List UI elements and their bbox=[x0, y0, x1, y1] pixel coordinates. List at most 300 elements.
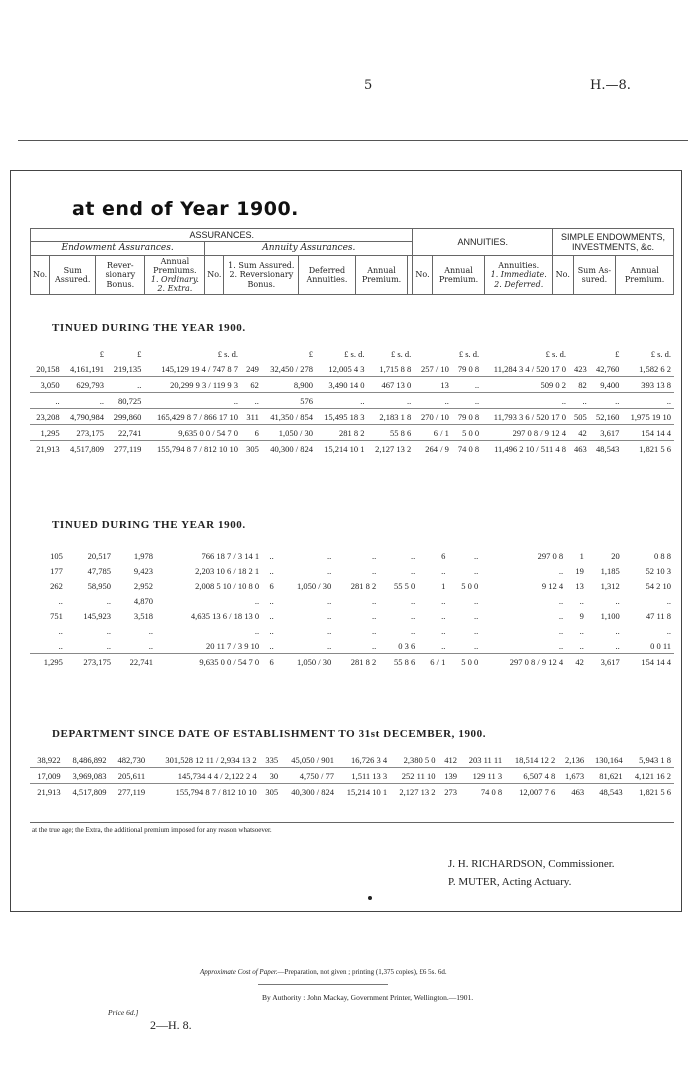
table-cell: 3,617 bbox=[587, 654, 623, 670]
table-cell: 311 bbox=[241, 409, 262, 425]
table-cell: 42,760 bbox=[596, 363, 620, 374]
table-cell: 17,009 bbox=[30, 768, 64, 784]
table-cell: 4,161,191 bbox=[70, 363, 105, 374]
table-cell: 4,790,984 bbox=[63, 409, 107, 425]
table-cell: 270 / 10 bbox=[414, 409, 452, 425]
table-cell: .. bbox=[327, 610, 332, 621]
table-cell: .. bbox=[622, 393, 674, 409]
table-cell: 80,725 bbox=[107, 393, 144, 409]
table-cell: 2,380 5 0 bbox=[403, 754, 436, 765]
table-cell: 62 bbox=[241, 377, 262, 393]
table-cell: 154 14 4 bbox=[623, 654, 674, 670]
table-cell: .. bbox=[63, 393, 107, 409]
table-cell: 9 12 4 bbox=[541, 580, 564, 591]
price-label: Price 6d.] bbox=[108, 1008, 139, 1017]
table-cell: 766 18 7 / 3 14 1 bbox=[201, 550, 260, 561]
table-cell: 2,127 13 2 bbox=[390, 784, 438, 800]
table-cell: 2,136 bbox=[564, 754, 585, 765]
endowment-assurances-header: Endowment Assurances. bbox=[31, 242, 205, 255]
annuities-sub-label: Annuities. bbox=[498, 261, 540, 271]
currency-row bbox=[30, 346, 674, 361]
section-heading-3: DEPARTMENT SINCE DATE OF ESTABLISHMENT TO 31st DECEMBER, 1900. bbox=[52, 728, 487, 740]
table-cell: 3,050 bbox=[30, 377, 63, 393]
table-cell: .. bbox=[269, 640, 274, 651]
table-cell: 1,511 13 3 bbox=[337, 768, 390, 784]
table-row bbox=[30, 593, 674, 608]
table-cell: .. bbox=[441, 610, 446, 621]
table-cell: .. bbox=[327, 595, 332, 606]
table-cell: .. bbox=[410, 625, 416, 636]
table-cell: 32,450 / 278 bbox=[270, 363, 313, 374]
currency-cell: £ s. d. bbox=[545, 348, 566, 359]
table-cell: .. bbox=[372, 640, 377, 651]
table-cell: 47 11 8 bbox=[645, 610, 671, 621]
table-cell: 23,208 bbox=[30, 409, 63, 425]
table-cell: 19 bbox=[575, 565, 584, 576]
table-cell: .. bbox=[107, 377, 144, 393]
table-cell: 15,214 10 1 bbox=[337, 784, 390, 800]
table-cell: .. bbox=[30, 393, 63, 409]
table-cell: .. bbox=[269, 565, 274, 576]
table-cell: 412 bbox=[444, 754, 457, 765]
table-cell: .. bbox=[441, 625, 446, 636]
table-cell: 281 8 2 bbox=[334, 654, 379, 670]
table-row bbox=[30, 425, 674, 441]
table-cell: 3,490 14 0 bbox=[316, 377, 368, 393]
table-cell: 130,164 bbox=[594, 754, 623, 765]
table-cell: 155,794 8 7 / 812 10 10 bbox=[148, 784, 260, 800]
table-row bbox=[30, 623, 674, 638]
table-cell: 11,793 3 6 / 520 17 0 bbox=[482, 409, 569, 425]
table-cell: 1,100 bbox=[600, 610, 620, 621]
table-cell: 4,635 13 6 / 18 13 0 bbox=[190, 610, 260, 621]
currency-cell: £ s. d. bbox=[390, 348, 412, 359]
table-cell: 48,543 bbox=[587, 784, 626, 800]
table-cell: 1,050 / 30 bbox=[277, 654, 335, 670]
table-cell: 21,913 bbox=[30, 441, 63, 457]
table-cell: 22,741 bbox=[114, 654, 156, 670]
table-cell: 277,119 bbox=[107, 441, 144, 457]
table-cell: 629,793 bbox=[63, 377, 107, 393]
table-cell: .. bbox=[558, 565, 564, 576]
table-cell: .. bbox=[558, 625, 564, 636]
table-cell: .. bbox=[579, 625, 584, 636]
table-cell: 482,730 bbox=[117, 754, 146, 765]
table-cell: 145,129 19 4 / 747 8 7 bbox=[161, 363, 239, 374]
table-cell: 12,005 4 3 bbox=[328, 363, 365, 374]
table-cell: .. bbox=[58, 595, 63, 606]
table-cell: 74 0 8 bbox=[452, 441, 482, 457]
page-title: at end of Year 1900. bbox=[72, 198, 299, 220]
table-cell: 9,400 bbox=[590, 377, 623, 393]
table-cell: .. bbox=[579, 640, 584, 651]
table-cell: 42 bbox=[566, 654, 587, 670]
table-cell: .. bbox=[254, 625, 260, 636]
immediate-deferred-label: 1. Immediate. 2. Deferred. bbox=[490, 270, 547, 289]
table-cell: 129 11 3 bbox=[460, 768, 505, 784]
table-cell: 297 0 8 / 9 12 4 bbox=[481, 654, 566, 670]
currency-cell: £ s. d. bbox=[650, 348, 671, 359]
table-cell: 9,635 0 0 / 54 7 0 bbox=[156, 654, 262, 670]
table-cell: .. bbox=[144, 393, 241, 409]
commissioner-signature: J. H. RICHARDSON, Commissioner. bbox=[448, 858, 615, 870]
table-cell: 30 bbox=[260, 768, 281, 784]
table-cell: 219,135 bbox=[113, 363, 142, 374]
table-cell: .. bbox=[148, 625, 153, 636]
col-no-2: No. bbox=[205, 255, 224, 295]
table-cell: 6,507 4 8 bbox=[505, 768, 558, 784]
col-no-4: No. bbox=[553, 255, 573, 295]
table-cell: 11,496 2 10 / 511 4 8 bbox=[482, 441, 569, 457]
cost-label: Approximate Cost of Paper. bbox=[200, 968, 278, 976]
table-cell: .. bbox=[441, 565, 446, 576]
page-number: 5 bbox=[364, 78, 373, 93]
table-cell: .. bbox=[410, 610, 416, 621]
table-cell: 5,943 1 8 bbox=[639, 754, 671, 765]
table-cell: 277,119 bbox=[110, 784, 149, 800]
table-row bbox=[30, 752, 674, 768]
actuary-signature: P. MUTER, Acting Actuary. bbox=[448, 876, 572, 888]
table-cell: 5 0 0 bbox=[461, 580, 479, 591]
table-cell: 1,050 / 30 bbox=[262, 425, 316, 441]
table-cell: .. bbox=[666, 625, 671, 636]
table-cell: 249 bbox=[246, 363, 259, 374]
table-cell: .. bbox=[558, 610, 564, 621]
table-cell: .. bbox=[372, 565, 377, 576]
table-cell: .. bbox=[106, 640, 111, 651]
col-annual-premiums bbox=[145, 255, 205, 295]
col-reversionary: Reversionary Bonus. bbox=[96, 255, 145, 295]
page-code: H.—8. bbox=[590, 78, 631, 93]
table-cell: 305 bbox=[260, 784, 281, 800]
table-cell: .. bbox=[372, 610, 377, 621]
table-cell: 297 0 8 / 9 12 4 bbox=[482, 425, 569, 441]
table-cell: 1 bbox=[441, 580, 446, 591]
table-cell: 20,299 9 3 / 119 9 3 bbox=[144, 377, 241, 393]
table-cell: 1,821 5 6 bbox=[626, 784, 674, 800]
table-cell: 74 0 8 bbox=[460, 784, 505, 800]
table-cell: .. bbox=[474, 610, 479, 621]
table-cell: .. bbox=[615, 595, 620, 606]
annuities-header: ANNUITIES. bbox=[413, 229, 553, 256]
table-section-1 bbox=[30, 346, 674, 456]
table-cell: 1,821 5 6 bbox=[622, 441, 674, 457]
table-cell: .. bbox=[615, 640, 620, 651]
table-cell: .. bbox=[452, 393, 482, 409]
table-cell: 5 0 0 bbox=[448, 654, 481, 670]
table-cell: .. bbox=[58, 625, 63, 636]
col-sum-assured: Sum Assured. bbox=[50, 255, 96, 295]
table-cell: 22,741 bbox=[107, 425, 144, 441]
table-cell: .. bbox=[327, 625, 332, 636]
currency-cell: £ s. d. bbox=[458, 348, 480, 359]
table-cell: 55 8 6 bbox=[379, 654, 418, 670]
table-cell: 20 bbox=[611, 550, 620, 561]
table-cell: 2,127 13 2 bbox=[367, 441, 414, 457]
table-row bbox=[30, 578, 674, 593]
table-cell: 13 bbox=[414, 377, 452, 393]
table-cell: .. bbox=[474, 640, 479, 651]
table-cell: 281 8 2 bbox=[350, 580, 377, 591]
annual-premiums-label: Annual Premiums. bbox=[153, 256, 197, 275]
table-cell: .. bbox=[474, 565, 479, 576]
footnote: at the true age; the Extra, the additional premium imposed for any reason whatsoever. bbox=[32, 826, 272, 834]
col-annual-premium: Annual Premium. bbox=[355, 255, 408, 295]
currency-cell: £ bbox=[308, 348, 313, 359]
table-cell: 13 bbox=[575, 580, 584, 591]
table-cell: 299,860 bbox=[107, 409, 144, 425]
table-cell: .. bbox=[579, 595, 584, 606]
table-row bbox=[30, 638, 674, 654]
ordinary-extra-label: 1. Ordinary. 2. Extra. bbox=[150, 275, 199, 294]
table-cell: 1,978 bbox=[133, 550, 153, 561]
table-cell: 9,635 0 0 / 54 7 0 bbox=[144, 425, 241, 441]
table-cell: 423 bbox=[574, 363, 587, 374]
table-cell: 257 / 10 bbox=[421, 363, 449, 374]
currency-cell bbox=[30, 346, 63, 361]
table-cell: 1 bbox=[579, 550, 584, 561]
table-cell: .. bbox=[474, 595, 479, 606]
simple-endowments-header: SIMPLE ENDOWMENTS, INVESTMENTS, &c. bbox=[553, 229, 674, 256]
table-cell: .. bbox=[106, 595, 111, 606]
table-row bbox=[30, 784, 674, 800]
table-cell: 1,295 bbox=[30, 654, 66, 670]
table-cell: 21,913 bbox=[30, 784, 64, 800]
table-cell: 1,312 bbox=[600, 580, 620, 591]
currency-cell bbox=[414, 346, 452, 361]
table-cell: 305 bbox=[241, 441, 262, 457]
table-cell: 281 8 2 bbox=[316, 425, 368, 441]
table-cell: .. bbox=[269, 625, 274, 636]
table-row bbox=[30, 563, 674, 578]
table-cell: 42 bbox=[569, 425, 590, 441]
table-cell: 6 / 1 bbox=[418, 654, 448, 670]
table-cell: 15,214 10 1 bbox=[316, 441, 368, 457]
table-cell: 262 bbox=[50, 580, 63, 591]
table-cell: 6 bbox=[262, 654, 277, 670]
col-no-3: No. bbox=[413, 255, 432, 295]
table-row bbox=[30, 768, 674, 784]
bullet-dot bbox=[368, 896, 372, 900]
table-cell: 155,794 8 7 / 812 10 10 bbox=[144, 441, 241, 457]
table-cell: 52 10 3 bbox=[645, 565, 671, 576]
table-cell: 1,975 19 10 bbox=[622, 409, 674, 425]
table-cell: .. bbox=[269, 550, 274, 561]
table-cell: 9 bbox=[579, 610, 584, 621]
table-cell: .. bbox=[269, 595, 274, 606]
table-cell: 505 bbox=[569, 409, 590, 425]
table-cell: 82 bbox=[569, 377, 590, 393]
table-cell: 79 0 8 bbox=[457, 363, 480, 374]
table-cell: 393 13 8 bbox=[622, 377, 674, 393]
currency-cell: £ bbox=[615, 348, 620, 359]
currency-cell bbox=[241, 346, 262, 361]
table-cell: .. bbox=[367, 393, 414, 409]
table-cell: 3,617 bbox=[590, 425, 623, 441]
table-row bbox=[30, 441, 674, 457]
authority-rule bbox=[258, 984, 388, 985]
table-cell: 81,621 bbox=[587, 768, 626, 784]
table-cell: 55 8 6 bbox=[367, 425, 414, 441]
table-cell: 20,517 bbox=[87, 550, 111, 561]
table-cell: 4,517,809 bbox=[64, 784, 110, 800]
table-cell: .. bbox=[372, 595, 377, 606]
table-cell: .. bbox=[441, 595, 446, 606]
table-cell: .. bbox=[414, 393, 452, 409]
table-cell: 18,514 12 2 bbox=[514, 754, 556, 765]
table-cell: 751 bbox=[50, 610, 63, 621]
table-cell: .. bbox=[372, 625, 377, 636]
table-cell: 6 / 1 bbox=[414, 425, 452, 441]
table-cell: 48,543 bbox=[590, 441, 623, 457]
table-cell: 105 bbox=[50, 550, 63, 561]
table-cell: 20,158 bbox=[36, 363, 60, 374]
table-cell: 38,922 bbox=[37, 754, 61, 765]
table-cell: 40,300 / 824 bbox=[262, 441, 316, 457]
table-cell: 177 bbox=[50, 565, 63, 576]
col-no: No. bbox=[31, 255, 50, 295]
table-cell: 5 0 0 bbox=[452, 425, 482, 441]
table-cell: 20 11 7 / 3 9 10 bbox=[206, 640, 260, 651]
assurances-header: ASSURANCES. bbox=[31, 229, 413, 242]
table-cell: 1,673 bbox=[558, 768, 587, 784]
table-cell: 1,715 8 8 bbox=[379, 363, 412, 374]
table-section-2 bbox=[30, 548, 674, 669]
table-row bbox=[30, 608, 674, 623]
table-cell: 0 3 6 bbox=[398, 640, 416, 651]
section-heading-2: TINUED DURING THE YEAR 1900. bbox=[52, 519, 246, 531]
sheet-signature: 2—H. 8. bbox=[150, 1018, 192, 1032]
table-cell: .. bbox=[372, 550, 377, 561]
table-cell: .. bbox=[452, 377, 482, 393]
currency-cell: £ s. d. bbox=[344, 348, 365, 359]
table-cell: 2,183 1 8 bbox=[367, 409, 414, 425]
table-cell: 264 / 9 bbox=[414, 441, 452, 457]
table-cell: 463 bbox=[569, 441, 590, 457]
col-annuities bbox=[485, 255, 553, 295]
table-cell: 9,423 bbox=[133, 565, 153, 576]
table-cell: .. bbox=[441, 640, 446, 651]
table-cell: 273,175 bbox=[63, 425, 107, 441]
table-cell: 139 bbox=[438, 768, 459, 784]
table-cell: 252 11 10 bbox=[390, 768, 438, 784]
table-cell: 0 0 11 bbox=[650, 640, 671, 651]
table-cell: 1,185 bbox=[600, 565, 620, 576]
table-cell: .. bbox=[410, 550, 416, 561]
cost-of-paper bbox=[200, 968, 447, 976]
table-cell: 203 11 11 bbox=[468, 754, 503, 765]
currency-cell: £ bbox=[137, 348, 142, 359]
table-cell: 297 0 8 bbox=[537, 550, 564, 561]
table-cell: 15,495 18 3 bbox=[316, 409, 368, 425]
table-cell: 273,175 bbox=[66, 654, 114, 670]
table-cell: 58,950 bbox=[87, 580, 111, 591]
currency-cell bbox=[569, 346, 590, 361]
table-cell: 4,870 bbox=[133, 595, 153, 606]
table-cell: .. bbox=[327, 565, 332, 576]
table-row bbox=[30, 393, 674, 409]
cost-text: —Preparation, not given ; printing (1,375 copies), £6 5s. 6d. bbox=[277, 968, 447, 976]
table-cell: .. bbox=[474, 625, 479, 636]
col-annual-premium-3: Annual Premium. bbox=[616, 255, 674, 295]
table-cell: .. bbox=[615, 625, 620, 636]
table-cell: .. bbox=[106, 625, 111, 636]
table-cell: .. bbox=[410, 595, 416, 606]
table-cell: 2,008 5 10 / 10 8 0 bbox=[195, 580, 260, 591]
table-cell: .. bbox=[410, 565, 416, 576]
table-cell: 1,050 / 30 bbox=[297, 580, 332, 591]
table-cell: .. bbox=[148, 640, 153, 651]
table-cell: 165,429 8 7 / 866 17 10 bbox=[144, 409, 241, 425]
section-heading-1: TINUED DURING THE YEAR 1900. bbox=[52, 322, 246, 334]
table-row bbox=[30, 409, 674, 425]
table-cell: 11,284 3 4 / 520 17 0 bbox=[493, 363, 566, 374]
col-sum-as-sured: Sum Assured. bbox=[573, 255, 616, 295]
table-cell: .. bbox=[558, 640, 564, 651]
table-cell: .. bbox=[569, 393, 590, 409]
table-cell: 4,750 / 77 bbox=[281, 768, 337, 784]
table-cell: 154 14 4 bbox=[622, 425, 674, 441]
table-row bbox=[30, 377, 674, 393]
table-row bbox=[30, 654, 674, 670]
table-section-3 bbox=[30, 752, 674, 799]
table-cell: 4,121 16 2 bbox=[626, 768, 674, 784]
table-row bbox=[30, 361, 674, 377]
table-cell: 463 bbox=[558, 784, 587, 800]
table-row bbox=[30, 548, 674, 563]
table-cell: 1,295 bbox=[30, 425, 63, 441]
table-cell: .. bbox=[474, 550, 479, 561]
table-cell: 6 bbox=[241, 425, 262, 441]
currency-cell: £ bbox=[99, 348, 105, 359]
table-cell: .. bbox=[316, 393, 368, 409]
table-cell: 3,969,083 bbox=[64, 768, 110, 784]
col-annual-premium-2: Annual Premium. bbox=[432, 255, 485, 295]
table-cell: .. bbox=[666, 595, 671, 606]
table-cell: 2,203 10 6 / 18 2 1 bbox=[195, 565, 260, 576]
table-cell: 205,611 bbox=[110, 768, 149, 784]
table-cell: 145,734 4 4 / 2,122 2 4 bbox=[148, 768, 260, 784]
table-cell: 467 13 0 bbox=[367, 377, 414, 393]
column-headers bbox=[30, 228, 674, 295]
table-cell: 16,726 3 4 bbox=[351, 754, 388, 765]
table-cell: 273 bbox=[438, 784, 459, 800]
col-sum-assured-rev: 1. Sum Assured. 2. Reversionary Bonus. bbox=[224, 255, 299, 295]
table-cell: 335 bbox=[265, 754, 279, 765]
table-cell: 4,517,809 bbox=[63, 441, 107, 457]
table-cell: .. bbox=[482, 393, 569, 409]
table-cell: 41,350 / 854 bbox=[262, 409, 316, 425]
table-cell: 6 bbox=[269, 580, 274, 591]
table-cell: 3,518 bbox=[133, 610, 153, 621]
table-cell: .. bbox=[269, 610, 274, 621]
table-cell: 47,785 bbox=[87, 565, 111, 576]
table-cell: 8,900 bbox=[262, 377, 316, 393]
table-cell: .. bbox=[58, 640, 63, 651]
table-cell: .. bbox=[241, 393, 262, 409]
table-cell: 55 5 0 bbox=[393, 580, 416, 591]
table-cell: 79 0 8 bbox=[452, 409, 482, 425]
table-cell: 52,160 bbox=[590, 409, 623, 425]
table-cell: .. bbox=[558, 595, 564, 606]
table-cell: 0 8 8 bbox=[654, 550, 671, 561]
table-cell: 509 0 2 bbox=[482, 377, 569, 393]
table-cell: 1,582 6 2 bbox=[639, 363, 671, 374]
table-cell: 576 bbox=[262, 393, 316, 409]
annuity-assurances-header: Annuity Assurances. bbox=[205, 242, 413, 255]
table-cell: 12,007 7 6 bbox=[505, 784, 558, 800]
authority-line: By Authority : John Mackay, Government Printer, Wellington.—1901. bbox=[262, 993, 474, 1002]
